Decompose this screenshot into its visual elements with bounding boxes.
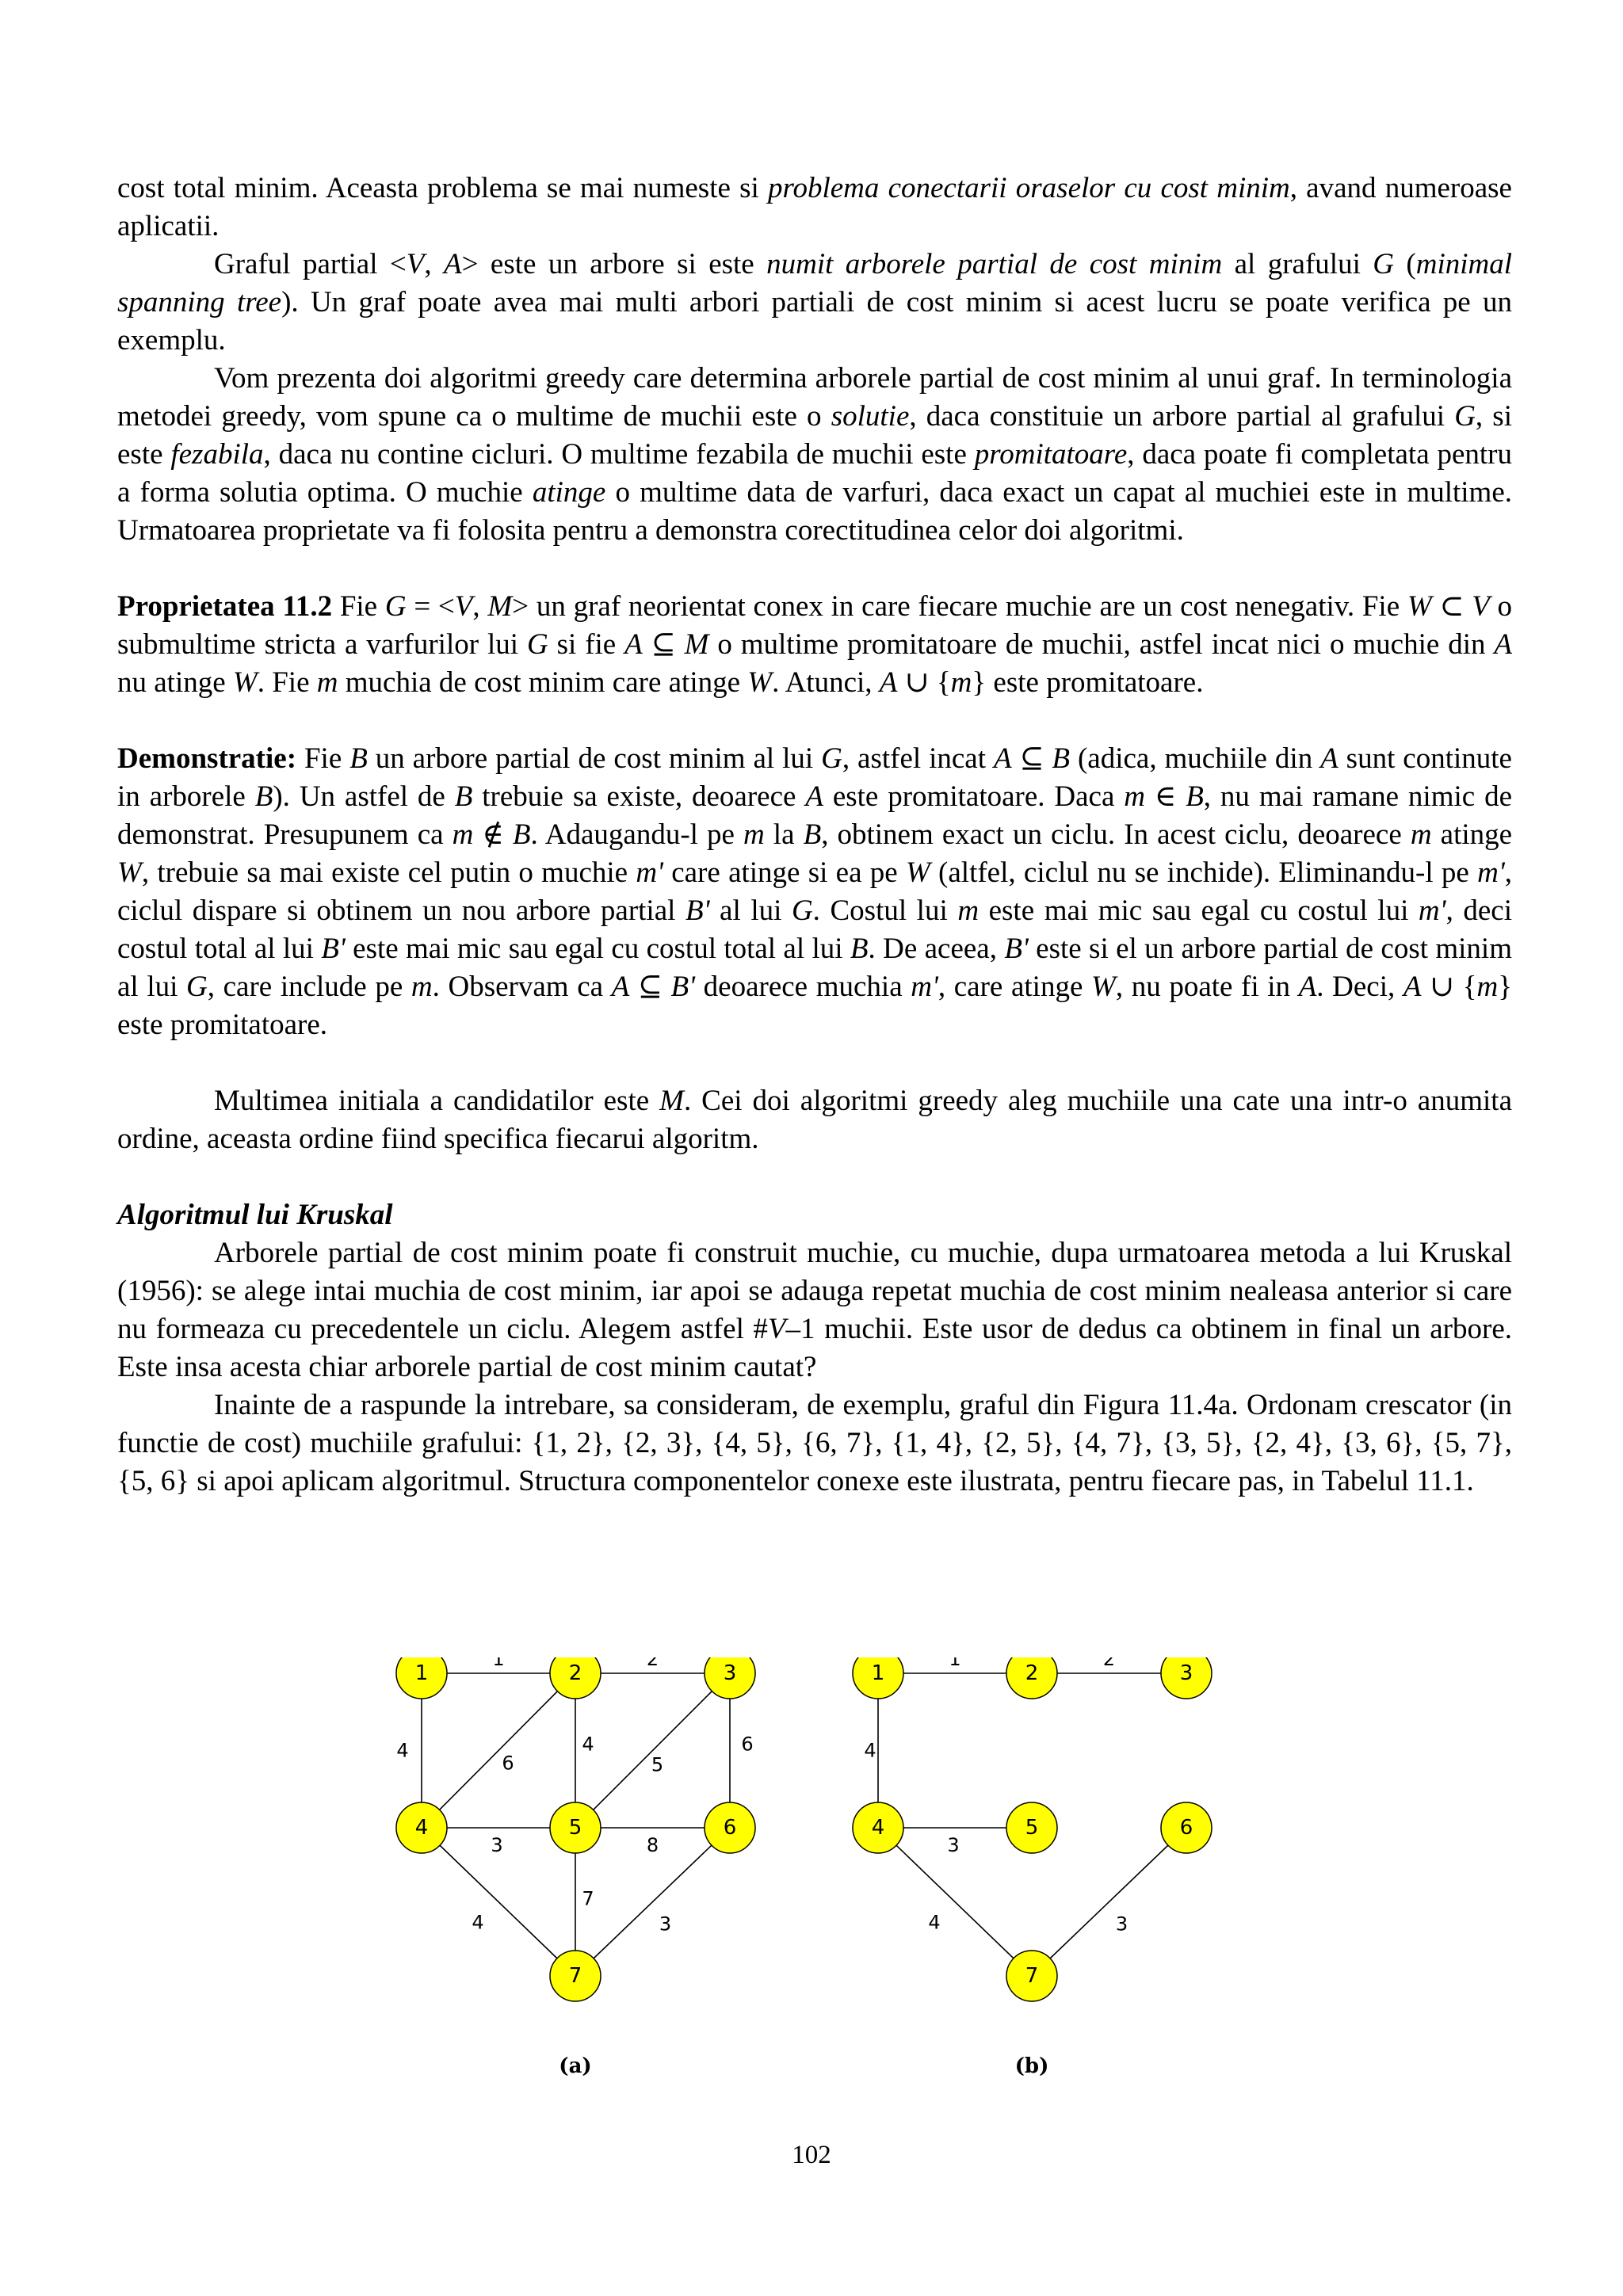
graph-b-node-2 [1006,1657,1057,1699]
graph-a-node-1 [396,1657,447,1699]
graph-b-node-label-1: 1 [871,1661,885,1685]
graph-a-edge-weight-2-4: 6 [502,1752,514,1775]
graph-b-edge-weight-1-4: 4 [864,1739,876,1762]
graph-a-edge-2-4 [422,1673,575,1828]
graph-a-node-3 [705,1657,755,1699]
paragraph-kruskal-method: Arborele partial de cost minim poate fi construit muchie, cu muchie, dupa urmatoarea metoda a lui Kruskal (1956): se alege intai muchia de cost minim, iar apoi se adauga repetat muchia de cost minim nealeasa anterior si care nu formeaza cu precedentele un ciclu. Alegem astfel #V–1 muchii. Este usor de dedus ca obtinem in final un arbore. Este insa acesta chiar arborele partial de cost minim cautat? [117,1237,1513,1383]
graph-a-node-label-5: 5 [568,1816,582,1840]
graph-a-edge-weight-3-6: 6 [741,1733,754,1756]
graph-b-edge-weight-6-7: 3 [1115,1913,1128,1936]
graph-b-node-label-4: 4 [871,1816,885,1840]
graph-a-node-5 [550,1802,601,1853]
graph-a-node-label-7: 7 [568,1964,582,1988]
graph-a-edge-weight-6-7: 3 [659,1913,672,1936]
graph-b-node-4 [853,1802,903,1853]
proof-paragraph: Demonstratie: Fie B un arbore partial de cost minim al lui G, astfel incat A ⊆ B (adica, muchiile din A sunt continute in arborele B). Un astfel de B trebuie sa existe, deoarece A este promitatoare. Daca m ∈ B, nu mai ramane nimic de demonstrat. Presupunem ca m ∉ B. Adaugandu-l pe m la B, obtinem exact un ciclu. In acest ciclu, deoarece m atinge W, trebuie sa mai existe cel putin o muchie m' care atinge si ea pe W (altfel, ciclul nu se inchide). Eliminandu-l pe m', ciclul dispare si obtinem un nou arbore partial B' al lui G. Costul lui m este mai mic sau egal cu costul lui m', deci costul total al lui B' este mai mic sau egal cu costul total al lui B. De aceea, B' este si el un arbore partial de cost minim al lui G, care include pe m. Observam ca A ⊆ B' deoarece muchia m', care atinge W, nu poate fi in A. Deci, A ∪ {m} este promitatoare. [117,742,1513,1041]
graph-a-node-7 [550,1951,601,2001]
graph-a-node-4 [396,1802,447,1853]
graph-a-edge-weight-4-5: 3 [491,1834,503,1856]
graph-a-edge-weight-2-5: 4 [582,1733,594,1756]
graph-b-node-label-3: 3 [1179,1661,1193,1685]
graph-b-node-1 [853,1657,903,1699]
figure-caption-a: (a) [559,2054,592,2078]
property-statement: Proprietatea 11.2 Fie G = <V, M> un graf neorientat conex in care fiecare muchie are un cost nenegativ. Fie W ⊂ V o submultime stricta a varfurilor lui G si fie A ⊆ M o multime promitatoare de muchii, astfel incat nici o muchie din A nu atinge W. Fie m muchia de cost minim care atinge W. Atunci, A ∪ {m} este promitatoare. [117,590,1513,699]
graph-b-node-label-5: 5 [1025,1816,1039,1840]
graph-b-node-label-6: 6 [1179,1816,1193,1840]
paragraph-partial-graph: Graful partial <V, A> este un arbore si este numit arborele partial de cost minim al grafului G (minimal spanning tree). Un graf poate avea mai multi arbori partiali de cost minim si acest lucru se poate verifica pe un exemplu. [117,248,1513,357]
graph-b-edge-weight-4-5: 3 [947,1834,960,1856]
figure-svg [388,1657,1236,2101]
paragraph-greedy-terms: Vom prezenta doi algoritmi greedy care determina arborele partial de cost minim al unui graf. In terminologia metodei greedy, vom spune ca o multime de muchii este o solutie, daca constituie un arbore partial al grafului G, si este fezabila, daca nu contine cicluri. O multime fezabila de muchii este promitatoare, daca poate fi completata pentru a forma solutia optima. O muchie atinge o multime data de varfuri, daca exact un capat al muchiei este in multime. Urmatoarea proprietate va fi folosita pentru a demonstra corectitudinea celor doi algoritmi. [117,362,1512,547]
graph-a-edge-weight-5-7: 7 [582,1887,594,1910]
graph-a-edge-weight-4-7: 4 [472,1911,484,1934]
paragraph-kruskal-example: Inainte de a raspunde la intrebare, sa consideram, de exemplu, graful din Figura 11.4a. Ordonam crescator (in functie de cost) muchiile grafului: {1, 2}, {2, 3}, {4, 5}, {6, 7}, {1, 4}, {2, 5}, {4, 7}, {3, 5}, {2, 4}, {3, 6}, {5, 7}, {5, 6} si apoi aplicam algoritmul. Structura componentelor conexe este ilustrata, pentru fiecare pas, in Tabelul 11.1. [117,1389,1512,1497]
paragraph-intro: cost total minim. Aceasta problema se mai numeste si problema conectarii oraselor cu cost minim, avand numeroase aplicatii. [117,172,1512,242]
paragraph-candidates: Multimea initiala a candidatilor este M. Cei doi algoritmi greedy aleg muchiile una cate una intr-o anumita ordine, aceasta ordine fiind specifica fiecarui algoritm. [117,1085,1512,1155]
graph-a-edge-weight-1-2: 1 [492,1657,505,1670]
graph-b-node-6 [1161,1802,1212,1853]
graph-a-node-label-4: 4 [414,1816,429,1840]
graph-b-edge-weight-4-7: 4 [928,1911,941,1934]
figure-caption-b: (b) [1014,2054,1049,2078]
graph-a-edge-3-5 [575,1673,730,1828]
section-heading-kruskal: Algoritmul lui Kruskal [117,1199,393,1231]
page-number: 102 [792,2141,831,2169]
graph-b-edge-6-7 [1032,1828,1186,1976]
graph-b-edge-weight-1-2: 1 [949,1657,961,1670]
graph-b-node-5 [1006,1802,1057,1853]
text-body [117,170,1512,1501]
graph-b-node-label-7: 7 [1025,1964,1039,1988]
graph-b-node-3 [1161,1657,1212,1699]
graph-b-node-7 [1006,1951,1057,2001]
graph-a-node-6 [705,1802,755,1853]
graph-a-edge-weight-1-4: 4 [396,1739,409,1762]
graph-a-edge-weight-3-5: 5 [651,1753,664,1776]
graph-b-edge-weight-2-3: 2 [1102,1657,1116,1670]
graph-a-node-label-6: 6 [723,1816,737,1840]
graph-a-edge-weight-5-6: 8 [646,1834,659,1856]
graph-a-node-label-1: 1 [414,1661,429,1685]
graph-a-edge-weight-2-3: 2 [646,1657,659,1670]
figure-graphs [388,1657,1236,2101]
graph-a-node-2 [550,1657,601,1699]
graph-a-node-label-2: 2 [568,1661,582,1685]
graph-b-node-label-2: 2 [1025,1661,1039,1685]
graph-a-node-label-3: 3 [723,1661,737,1685]
